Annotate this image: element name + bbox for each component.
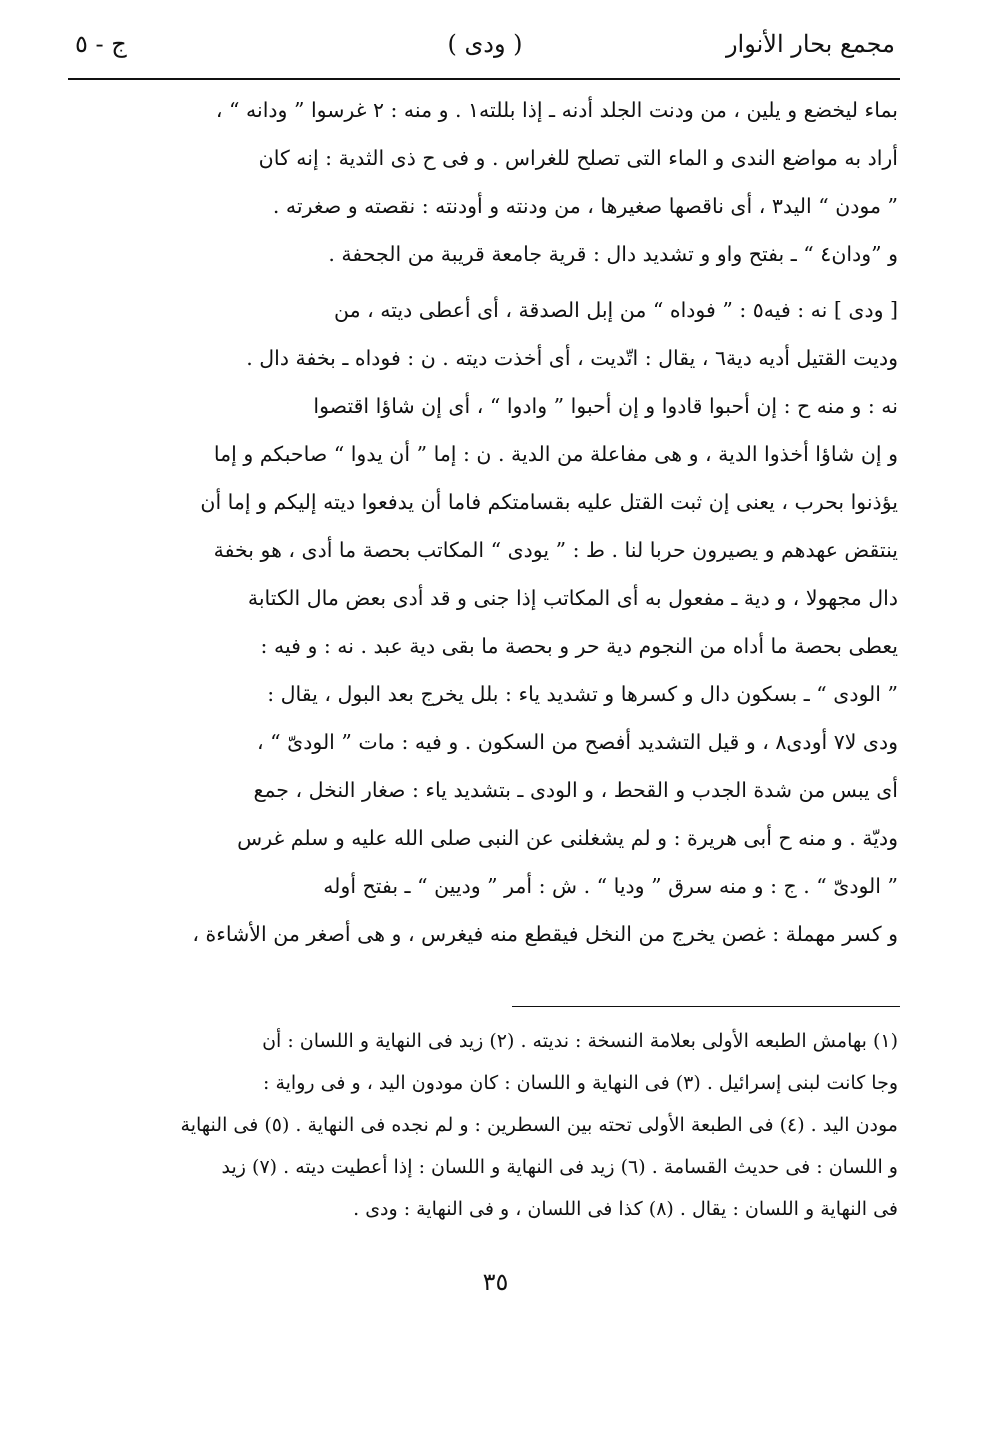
text-line: بماء ليخضع و يلين ، من ودنت الجلد أدنه ـ إذا بللته١ . و منه : ٢ غرسوا ” ودانه “ ،: [215, 98, 898, 122]
text-line: و إن شاؤا أخذوا الدية ، و هى مفاعلة من الدية . ن : إما ” أن يدوا “ صاحبكم و إما: [213, 442, 898, 466]
text-line: و كسر مهملة : غصن يخرج من النخل فيقطع منه فيغرس ، و هى أصغر من الأشاءة ،: [192, 922, 898, 946]
text-line: يؤذنوا بحرب ، يعنى إن ثبت القتل عليه بقسامتكم فاما أن يدفعوا ديته إليكم و إما أن: [200, 490, 898, 514]
text-line: ينتقض عهدهم و يصيرون حربا لنا . ط : ” يودى “ المكاتب بحصة ما أدى ، هو بخفة: [213, 538, 898, 562]
header-rule: [68, 78, 900, 80]
footnote-line: فى النهاية و اللسان : يقال . (٨) كذا فى اللسان ، و فى النهاية : ودى .: [353, 1198, 898, 1220]
book-title: مجمع بحار الأنوار: [725, 30, 895, 58]
text-line: وديّة . و منه ح أبى هريرة : و لم يشغلنى عن النبى صلى الله عليه و سلم غرس: [237, 826, 898, 850]
main-text: [72, 86, 898, 958]
text-line: [ ودى ] نه : فيه٥ : ” فوداه “ من إبل الصدقة ، أى أعطى ديته ، من: [334, 298, 898, 322]
entry-word: ( ودى ): [447, 30, 523, 58]
text-line: وديت القتيل أديه دية٦ ، يقال : اتّديت ، أى أخذت ديته . ن : فوداه ـ بخفة دال .: [246, 346, 898, 370]
text-line: دال مجهولا ، و دية ـ مفعول به أى المكاتب إذا جنى و قد أدى بعض مال الكتابة: [247, 586, 898, 610]
text-line: يعطى بحصة ما أداه من النجوم دية حر و بحصة ما بقى دية عبد . نه : و فيه :: [260, 634, 898, 658]
footnotes: [72, 1020, 898, 1230]
footnote-rule: [512, 1006, 900, 1007]
footnote-line: مودن اليد . (٤) فى الطبعة الأولى تحته بين السطرين : و لم نجده فى النهاية . (٥) فى النهاية: [180, 1114, 898, 1136]
text-line: أى يبس من شدة الجدب و القحط ، و الودى ـ بتشديد ياء : صغار النخل ، جمع: [253, 778, 898, 802]
text-line: ودى لا٧ أودى٨ ، و قيل التشديد أفصح من السكون . و فيه : مات ” الودىّ “ ،: [257, 730, 898, 754]
footnote-line: و اللسان : فى حديث القسامة . (٦) زيد فى النهاية و اللسان : إذا أعطيت ديته . (٧) زيد: [221, 1156, 898, 1178]
footnote-line: (١) بهامش الطبعه الأولى بعلامة النسخة : نديته . (٢) زيد فى النهاية و اللسان : أن: [262, 1030, 898, 1052]
text-line: ” الودىّ “ . ج : و منه سرق ” وديا “ . ش : أمر ” وديين “ ـ بفتح أوله: [323, 874, 898, 898]
text-line: ” مودن “ اليد٣ ، أى ناقصها صغيرها ، من ودنته و أودنته : نقصته و صغرته .: [272, 194, 898, 218]
text-line: و ”ودان٤ “ ـ بفتح واو و تشديد دال : قرية جامعة قريبة من الجحفة .: [328, 242, 898, 266]
text-line: ” الودى “ ـ بسكون دال و كسرها و تشديد ياء : بلل يخرج بعد البول ، يقال :: [267, 682, 898, 706]
text-line: نه : و منه ح : إن أحبوا قادوا و إن أحبوا ” وادوا “ ، أى إن شاؤا اقتصوا: [313, 394, 898, 418]
footnote-line: وجا كانت لبنى إسرائيل . (٣) فى النهاية و اللسان : كان مودون اليد ، و فى رواية :: [263, 1072, 898, 1094]
page-number: ٣٥: [482, 1268, 509, 1296]
paragraph-gap: [72, 278, 898, 286]
text-line: أراد به مواضع الندى و الماء التى تصلح للغراس . و فى ح ذى الثدية : إنه كان: [258, 146, 898, 170]
volume-label: ج - ٥: [75, 30, 127, 58]
running-header: [75, 30, 895, 70]
